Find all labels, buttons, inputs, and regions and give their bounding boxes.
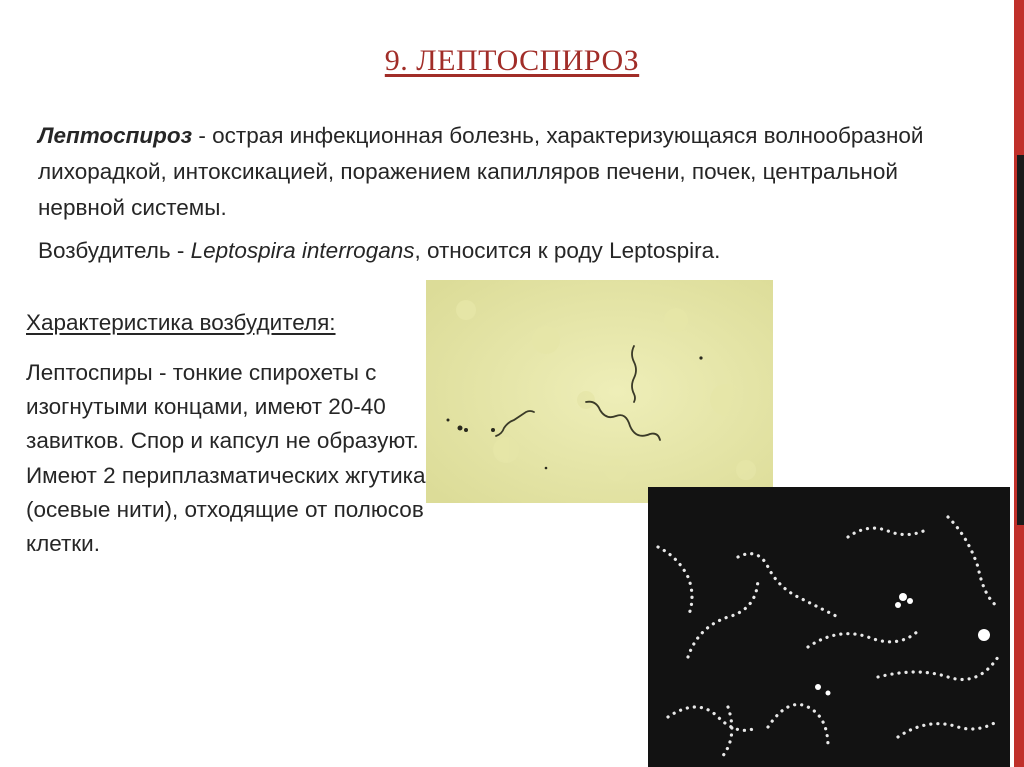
- agent-latin-name: Leptospira interrogans: [190, 238, 415, 263]
- characteristics-text: Лептоспиры - тонкие спирохеты с изогнутыми концами, имеют 20-40 завитков. Спор и капсул не образуют. Имеют 2 периплазматических жгутика (осевые нити), отходящие от полюсов клетки.: [26, 360, 426, 557]
- agent-prefix: Возбудитель -: [38, 238, 191, 263]
- definition-term: Лептоспироз: [38, 123, 193, 148]
- agent-paragraph: [38, 236, 978, 266]
- side-stripe: [1017, 155, 1024, 525]
- micrograph-light-field: [426, 280, 773, 503]
- micrograph-dark-field: [648, 487, 1010, 767]
- slide-title: 9. ЛЕПТОСПИРОЗ: [384, 44, 640, 77]
- characteristics-heading: Характеристика возбудителя:: [26, 310, 336, 335]
- agent-suffix: , относится к роду Leptospira.: [414, 238, 721, 263]
- definition-text: - острая инфекционная болезнь, характеризующаяся волнообразной лихорадкой, интоксикацией, поражением капилляров печени, почек, центральной нервной системы.: [38, 123, 924, 220]
- definition-paragraph: [38, 118, 978, 226]
